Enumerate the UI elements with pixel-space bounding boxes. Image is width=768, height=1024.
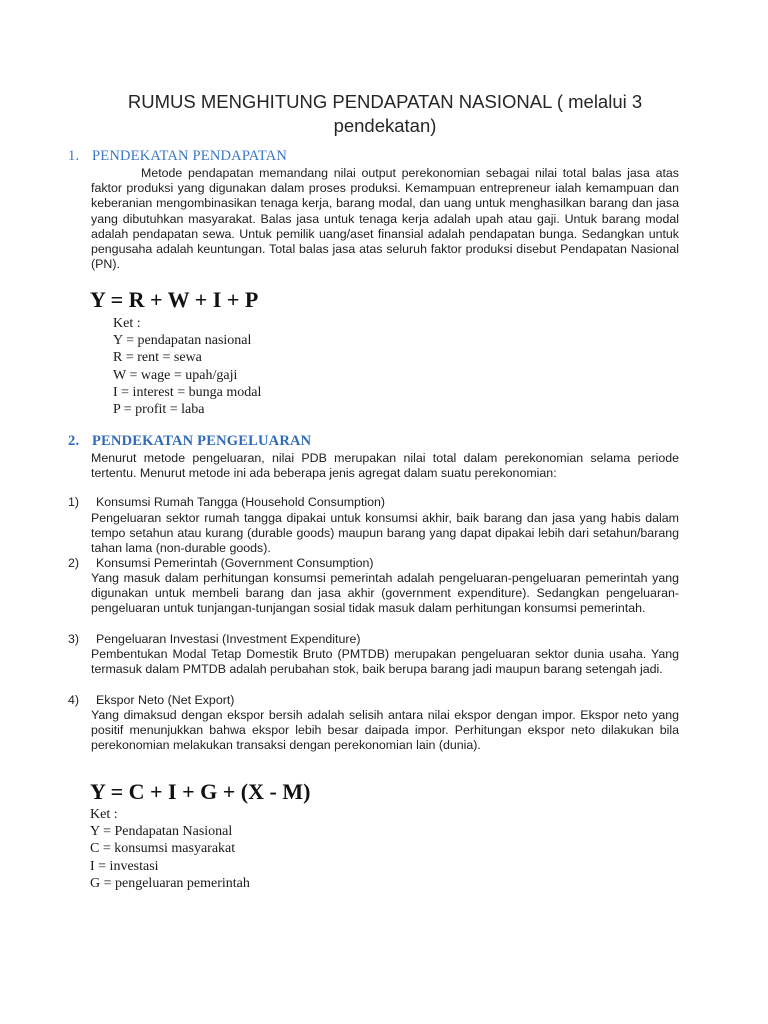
ket-line: G = pengeluaran pemerintah	[90, 875, 250, 891]
section1-ket-list	[113, 315, 261, 418]
section2-ket-list	[90, 806, 250, 892]
list-item-number: 4)	[68, 693, 80, 707]
section1-heading-text: PENDEKATAN PENDAPATAN	[92, 148, 288, 164]
list-item-4-title	[68, 693, 234, 707]
section2-heading-text: PENDEKATAN PENGELUARAN	[92, 433, 312, 449]
section1-paragraph: Metode pendapatan memandang nilai output perekonomian sebagai nilai total balas jasa atas faktor produksi yang digunakan dalam proses produksi. Kemampuan entrepreneur ialah kemampuan dan keberanian mengombinasikan tenaga kerja, barang modal, dan uang untuk menghasilkan barang dan jasa yang dibutuhkan masyarakat. Balas jasa untuk tenaga kerja adalah upah atau gaji. Untuk barang modal adalah pendapatan sewa. Untuk pemilik uang/aset finansial adalah pendapatan bunga. Sedangkan untuk pengusaha adalah keuntungan. Total balas jasa atas seluruh faktor produksi disebut Pendapatan Nasional (PN).	[91, 166, 679, 272]
list-item-number: 2)	[68, 556, 80, 570]
list-item-2-title	[68, 556, 374, 570]
section2-intro: Menurut metode pengeluaran, nilai PDB merupakan nilai total dalam perekonomian selama periode tertentu. Menurut metode ini ada beberapa jenis agregat dalam suatu perekonomian:	[91, 451, 679, 481]
list-item-4-text: Yang dimaksud dengan ekspor bersih adalah selisih antara nilai ekspor dengan impor. Ekspor neto yang positif menunjukkan bahwa ekspor lebih besar daipada impor. Perhitungan ekspor neto dilakukan bila perekonomian melakukan transaksi dengan perekonomian lain (dunia).	[91, 708, 679, 753]
list-item-title: Ekspor Neto (Net Export)	[96, 693, 235, 707]
list-item-number: 1)	[68, 495, 80, 509]
section1-number: 1.	[68, 148, 80, 164]
title-line-1: RUMUS MENGHITUNG PENDAPATAN NASIONAL ( melalui 3	[127, 91, 643, 112]
ket-line: I = interest = bunga modal	[113, 384, 262, 400]
document-title	[90, 90, 680, 138]
ket-line: C = konsumsi masyarakat	[90, 841, 236, 857]
ket-line: R = rent = sewa	[113, 350, 202, 366]
list-item-1-text: Pengeluaran sektor rumah tangga dipakai untuk konsumsi akhir, baik barang dan jasa yang habis dalam tempo setahun atau kurang (durable goods) maupun barang yang dapat dipakai lebih dari setahun/barang tahan lama (non-durable goods).	[91, 511, 679, 556]
ket-line: I = investasi	[90, 858, 159, 874]
list-item-3-title	[68, 632, 360, 646]
list-item-1-title	[68, 495, 385, 509]
section2-number: 2.	[68, 433, 80, 449]
section2-heading	[68, 433, 311, 450]
section1-formula: Y = R + W + I + P	[90, 287, 259, 312]
title-line-2: pendekatan)	[333, 115, 437, 136]
list-item-title: Pengeluaran Investasi (Investment Expenditure)	[96, 632, 361, 646]
list-item-2-text: Yang masuk dalam perhitungan konsumsi pemerintah adalah pengeluaran-pengeluaran pemerintah yang digunakan untuk membeli barang dan jasa akhir (government expenditure). Sedangkan pengeluaran-pengeluaran untuk tunjangan-tunjangan sosial tidak masuk dalam perhitungan konsumsi pemerintah.	[91, 571, 679, 616]
list-item-number: 3)	[68, 632, 80, 646]
ket-line: Y = pendapatan nasional	[113, 333, 252, 349]
section1-heading	[68, 148, 287, 165]
section2-formula: Y = C + I + G + (X - M)	[90, 779, 311, 804]
list-item-title: Konsumsi Rumah Tangga (Household Consumption)	[96, 495, 386, 509]
ket-line: Y = Pendapatan Nasional	[90, 824, 233, 840]
list-item-title: Konsumsi Pemerintah (Government Consumption)	[96, 556, 374, 570]
ket-line: Ket :	[113, 316, 141, 331]
ket-line: Ket :	[90, 807, 118, 822]
list-item-3-text: Pembentukan Modal Tetap Domestik Bruto (PMTDB) merupakan pengeluaran sektor dunia usaha. Yang termasuk dalam PMTDB adalah perubahan stok, baik berupa barang jadi maupun barang setengah jadi.	[91, 647, 679, 677]
ket-line: W = wage = upah/gaji	[113, 367, 238, 383]
ket-line: P = profit = laba	[113, 402, 205, 418]
